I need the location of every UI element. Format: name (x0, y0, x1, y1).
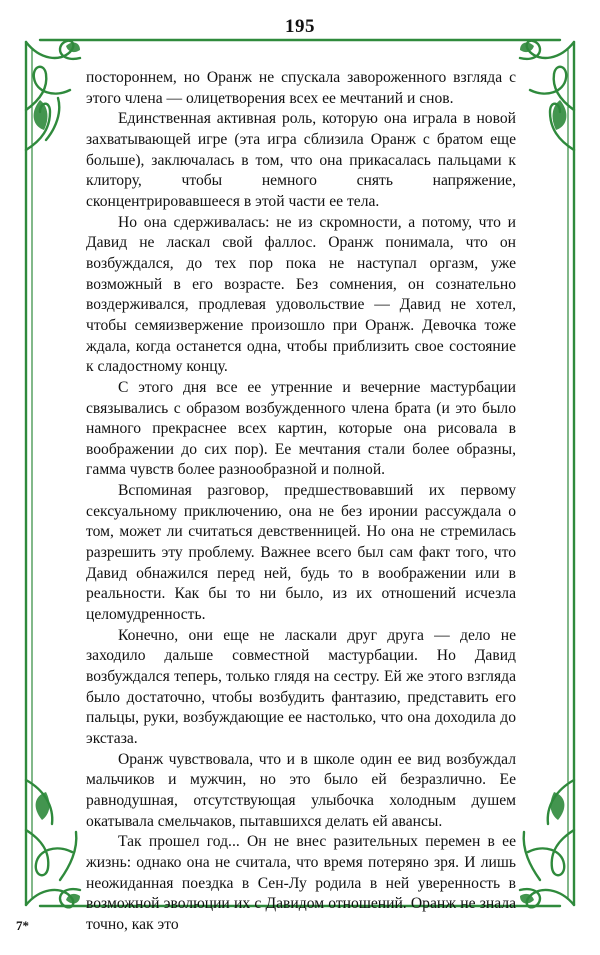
paragraph: постороннем, но Оранж не спускала завороженного взгляда с этого члена — олицетворения всех ее мечтаний и снов. (86, 69, 516, 107)
signature-mark: 7* (16, 918, 29, 933)
body-text (86, 68, 516, 936)
paragraph: Вспоминая разговор, предшествовавший их первому сексуальному приключению, она не без иронии рассуждала о том, может ли считаться девственницей. Но она не стремилась разрешить эту проблему. Важнее всего был сам факт того, что Давид обнажился перед ней, будь то в воображении или в реальности. Как бы то ни было, из их отношений исчезла целомудренность. (86, 482, 516, 624)
paragraph: Но она сдерживалась: не из скромности, а потому, что и Давид не ласкал свой фаллос. Оранж понимала, что он возбуждался, до тех пор пока не наступал оргазм, уже возможный в его возрасте. Без сомнения, он сознательно воздерживался, продлевая удовольствие — Давид не хотел, чтобы семяизвержение произошло при Оранж. Девочка тоже ждала, когда останется одна, чтобы приблизить свое состояние к сладостному концу. (86, 213, 516, 376)
paragraph: С этого дня все ее утренние и вечерние мастурбации связывались с образом возбужденного члена брата (и это было намного прекраснее всех картин, которые она рисовала в воображении до сих пор). Ее мечтания стали более образны, гамма чувств более разнообразной и полной. (86, 378, 516, 479)
paragraph: Единственная активная роль, которую она играла в новой захватывающей игре (эта игра сблизила Оранж с братом еще больше), заключалась в том, что она прикасалась пальцами к клитору, чтобы немного снять напряжение, сконцентрировавшееся в этой части ее тела. (86, 110, 516, 210)
paragraph: Оранж чувствовала, что и в школе один ее вид возбуждал мальчиков и мужчин, но это было ей безразлично. Ее равнодушная, отсутствующая улыбочка холодным душем окатывала смельчаков, пытавшихся делать ей авансы. (86, 750, 516, 830)
page-number: 195 (285, 16, 315, 37)
paragraph: Конечно, они еще не ласкали друг друга — дело не заходило дальше совместной мастурбации. Но Давид возбуждался теперь, только глядя на сестру. Ей же этого взгляда было достаточно, чтобы возбудить фантазию, представить его пальцы, руки, возбуждающие ее настолько, что она доходила до экстаза. (86, 626, 516, 747)
paragraph: Так прошел год... Он не внес разительных перемен в ее жизнь: однако она не считала, что время потеряно зря. И лишь неожиданная поездка в Сен-Лу родила в ней уверенность в возможной эволюции их с Давидом отношений. Оранж не знала точно, как это (86, 833, 516, 933)
